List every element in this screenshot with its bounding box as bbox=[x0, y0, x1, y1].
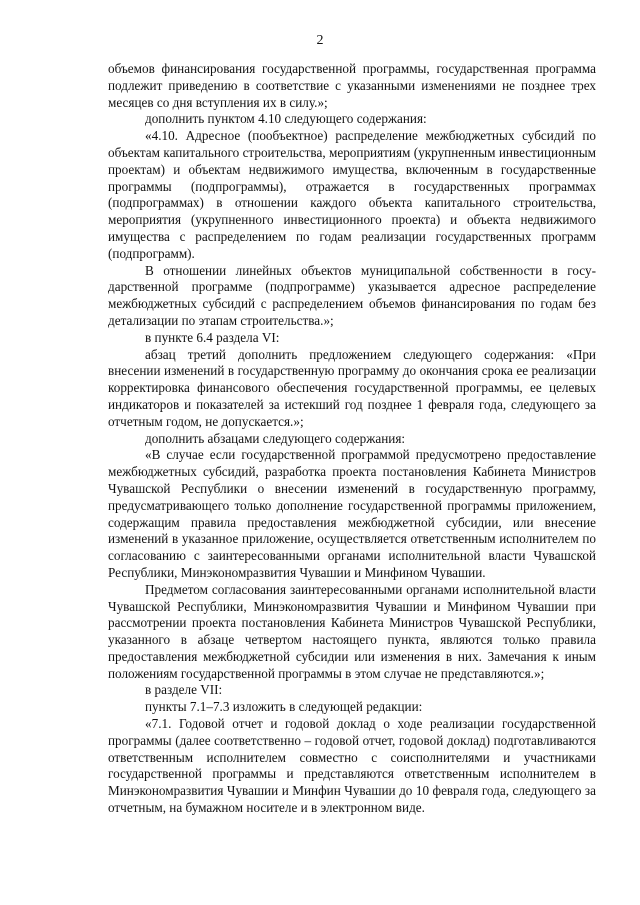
paragraph: Предметом согласования заинтересованными органами исполнительной власти Чувашской Республики, Минэкономразвития Чувашии и Минфином Чувашии при рассмотрении проекта постановления Кабинета Министров Чувашской Республики, указанного в абзаце четвертом настоящего пункта, являются только правила предоставления межбюджетной субсидии или изменения в них. Замечания к иным положениям государственной программы в этом случае не представляются.»; bbox=[108, 581, 596, 681]
paragraph: дополнить абзацами следующего содержания: bbox=[145, 430, 406, 446]
paragraph: пункты 7.1–7.3 изложить в следующей редакции: bbox=[145, 699, 423, 715]
paragraph: дополнить пунктом 4.10 следующего содержания: bbox=[145, 111, 427, 127]
page-number: 2 bbox=[316, 33, 324, 48]
paragraph: в пункте 6.4 раздела VI: bbox=[145, 329, 280, 345]
document-body bbox=[108, 61, 596, 817]
paragraph: в разделе VII: bbox=[145, 682, 223, 698]
paragraph: «7.1. Годовой отчет и годовой доклад о ходе реализации государственной программы (далее соответственно – годовой отчет, годовой доклад) подготавливаются ответственным исполнителем совместно с соисполнителями и участниками государственной программы и представляются ответственным исполнителем в Минэкономразвития Чувашии и Минфин Чувашии до 10 февраля года, следующего за отчетным, на бумажном носителе и в электронном виде. bbox=[108, 716, 596, 816]
paragraph: абзац третий дополнить предложением следующего содержания: «При внесении изменений в государственную программу до окончания срока ее реализации корректировка финансового обеспечения государственной программы, ее целевых индикаторов и показателей за истекший год позднее 1 февраля года, следующего за отчетным годом, не допускается.»; bbox=[108, 346, 596, 429]
paragraph: В отношении линейных объектов муниципальной собственности в государственной программе (подпрограмме) указывается адресное распределение межбюджетных субсидий с распределением объемов финансирования по годам без детализации по этапам строительства.»; bbox=[108, 262, 596, 328]
paragraph: «В случае если государственной программой предусмотрено предоставление межбюджетных субсидий, разработка проекта постановления Кабинета Министров Чувашской Республики о внесении изменений в государственную программу, предусматривающего только дополнение государственной программы приложением, содержащим правила предоставления межбюджетной субсидии, или внесение изменений в указанное приложение, осуществляется ответственным исполнителем по согласованию с заинтересованными органами исполнительной власти Чувашской Республики, Минэкономразвития Чувашии и Минфином Чувашии. bbox=[108, 447, 596, 580]
paragraph: «4.10. Адресное (пообъектное) распределение межбюджетных субсидий по объектам капитального строительства, мероприятиям (укрупненным инвестиционным проектам) и объектам недвижимого имущества, включенным в государственные программы (подпрограммы), отражается в государственных программах (подпрограммах) в отношении каждого объекта капитального строительства, мероприятия (укрупненного инвестиционного проекта) и объекта недвижимого имущества с распределением по годам реализации государственных программ (подпрограмм). bbox=[108, 128, 596, 261]
paragraph: объемов финансирования государственной программы, государственная программа подлежит приведению в соответствие с указанными изменениями не позднее трех месяцев со дня вступления их в силу.»; bbox=[108, 61, 596, 110]
